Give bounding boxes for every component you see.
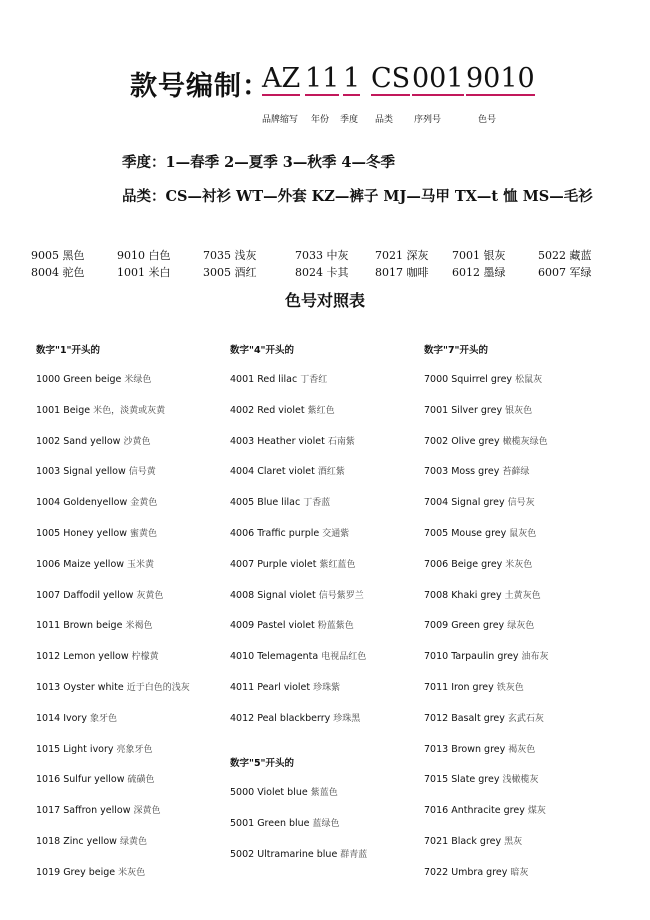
- color-entry-chinese: 柠檬黄: [131, 652, 159, 663]
- color-entry-chinese: 橄榄灰绿色: [502, 436, 548, 447]
- color-entry-chinese: 电视品红色: [321, 652, 367, 663]
- color-entry-name: 7008 Khaki grey: [424, 589, 502, 601]
- color-entry-name: 1018 Zinc yellow: [36, 836, 117, 847]
- color-entry-chinese: 米绿色: [124, 375, 152, 385]
- code-segment: 11: [305, 63, 340, 94]
- color-entry: [424, 711, 544, 724]
- color-entry-name: 1000 Green beige: [36, 374, 122, 385]
- color-entry-chinese: 绿灰色: [507, 621, 535, 632]
- color-entry: [424, 680, 524, 693]
- color-entry-chinese: 紫红色: [307, 405, 335, 416]
- color-entry-name: 4011 Pearl violet: [230, 682, 311, 693]
- color-entry-chinese: 深黄色: [133, 806, 161, 817]
- code-segment: 9010: [466, 63, 535, 94]
- color-entry-chinese: 丁香红: [300, 375, 328, 385]
- color-code-item: 3005 酒红: [203, 266, 257, 279]
- color-entry-name: 1005 Honey yellow: [36, 528, 127, 539]
- color-entry-chinese: 银灰色: [505, 405, 533, 416]
- color-code-item: 6012 墨绿: [452, 266, 506, 279]
- color-entry: [36, 403, 165, 416]
- color-entry-chinese: 煤灰: [527, 806, 546, 817]
- color-entry: [36, 588, 163, 601]
- color-entry-name: 7006 Beige grey: [424, 558, 503, 570]
- color-entry-name: 7011 Iron grey: [424, 682, 494, 693]
- color-entry: [230, 464, 345, 477]
- color-entry-name: 5001 Green blue: [230, 817, 310, 829]
- color-entry-name: 7009 Green grey: [424, 620, 505, 632]
- color-entry-chinese: 油布灰: [521, 652, 549, 663]
- color-entry-chinese: 蜜黄色: [130, 529, 158, 539]
- color-code-item: 7021 深灰: [375, 249, 429, 262]
- color-entry-name: 7000 Squirrel grey: [424, 374, 513, 385]
- color-code-item: 9005 黑色: [31, 249, 85, 262]
- color-entry: [424, 865, 528, 878]
- color-code-item: 7035 浅灰: [203, 249, 257, 262]
- category-legend: 品类：CS—衬衫 WT—外套 KZ—裤子 MJ—马甲 TX—t 恤 MS—毛衫: [122, 188, 593, 205]
- column-header: 数字"5"开头的: [230, 758, 295, 769]
- color-code-item: 6007 军绿: [538, 266, 592, 279]
- color-entry-name: 1013 Oyster white: [36, 682, 124, 693]
- color-entry-name: 4006 Traffic purple: [230, 528, 320, 539]
- color-entry-name: 7012 Basalt grey: [424, 712, 505, 724]
- color-code-item: 8017 咖啡: [375, 266, 429, 279]
- color-entry-name: 7022 Umbra grey: [424, 866, 508, 878]
- color-entry-name: 7004 Signal grey: [424, 497, 505, 509]
- color-code-item: 7001 银灰: [452, 249, 506, 262]
- season-legend: 季度：1—春季 2—夏季 3—秋季 4—冬季: [122, 154, 395, 171]
- color-entry-chinese: 紫红蓝色: [319, 559, 356, 570]
- code-segment: 001: [412, 63, 464, 94]
- color-entry: [424, 557, 532, 570]
- color-entry-name: 1007 Daffodil yellow: [36, 589, 134, 601]
- color-entry-chinese: 土黄灰色: [504, 590, 541, 601]
- color-entry-name: 1011 Brown beige: [36, 620, 123, 632]
- color-entry: [36, 434, 150, 447]
- color-entry: [230, 847, 367, 860]
- color-entry-chinese: 交通紫: [322, 529, 350, 539]
- color-entry: [230, 649, 366, 662]
- color-entry: [36, 772, 155, 785]
- color-entry: [230, 557, 356, 570]
- color-entry: [230, 618, 354, 631]
- color-entry: [36, 495, 157, 508]
- code-segment-label: 品牌缩写: [262, 115, 299, 125]
- color-entry-chinese: 米灰色: [505, 559, 533, 570]
- color-entry-chinese: 褐灰色: [508, 744, 536, 755]
- color-entry: [230, 434, 355, 447]
- color-entry-name: 4001 Red lilac: [230, 374, 298, 385]
- color-entry-name: 4004 Claret violet: [230, 466, 315, 478]
- color-entry: [36, 526, 157, 539]
- color-entry-chinese: 亮象牙色: [116, 744, 153, 755]
- color-entry-name: 1002 Sand yellow: [36, 435, 121, 447]
- color-entry-chinese: 金黄色: [130, 498, 158, 509]
- color-entry-chinese: 黑灰: [504, 837, 523, 847]
- code-segment-label: 品类: [375, 115, 394, 125]
- color-entry-chinese: 酒红紫: [317, 467, 345, 478]
- color-entry-chinese: 鼠灰色: [509, 529, 537, 539]
- color-entry: [36, 834, 147, 847]
- color-entry-chinese: 珍珠黑: [333, 713, 361, 724]
- color-entry: [230, 588, 364, 601]
- color-code-item: 1001 米白: [117, 266, 171, 279]
- color-entry: [424, 834, 522, 847]
- color-entry-name: 4008 Signal violet: [230, 589, 316, 601]
- color-table-title: 色号对照表: [284, 291, 365, 310]
- color-entry-chinese: 紫蓝色: [310, 788, 338, 798]
- color-entry-name: 4012 Peal blackberry: [230, 712, 331, 724]
- color-entry: [230, 816, 340, 829]
- color-entry-name: 7005 Mouse grey: [424, 528, 507, 539]
- color-entry-chinese: 绿黄色: [119, 837, 147, 847]
- color-entry-chinese: 暗灰: [510, 867, 529, 878]
- color-entry-name: 7003 Moss grey: [424, 466, 500, 478]
- color-code-item: 7033 中灰: [295, 249, 349, 262]
- color-entry: [36, 618, 152, 631]
- color-entry: [230, 711, 360, 724]
- color-code-item: 8024 卡其: [295, 266, 349, 279]
- color-entry-chinese: 米褐色: [125, 621, 153, 632]
- color-entry-name: 5000 Violet blue: [230, 787, 308, 798]
- color-entry-name: 1016 Sulfur yellow: [36, 774, 125, 786]
- color-entry: [36, 865, 145, 878]
- color-code-item: 8004 驼色: [31, 266, 85, 279]
- color-entry-chinese: 浅橄榄灰: [502, 775, 539, 786]
- color-entry: [230, 495, 330, 508]
- color-entry-name: 1006 Maize yellow: [36, 558, 125, 570]
- color-entry: [36, 680, 190, 693]
- color-entry-name: 1019 Grey beige: [36, 866, 116, 878]
- color-entry: [36, 711, 117, 724]
- color-entry: [424, 803, 546, 816]
- code-segment-label: 季度: [340, 115, 359, 125]
- column-header: 数字"7"开头的: [424, 345, 489, 356]
- color-entry: [36, 649, 159, 662]
- page-title: 款号编制：: [130, 71, 270, 102]
- color-entry-chinese: 蓝绿色: [312, 818, 340, 829]
- color-entry-chinese: 信号黄: [128, 467, 156, 478]
- color-entry-chinese: 信号紫罗兰: [318, 590, 364, 601]
- color-entry: [424, 772, 539, 785]
- color-entry: [424, 434, 548, 447]
- color-entry-name: 7002 Olive grey: [424, 435, 500, 447]
- color-entry-name: 7001 Silver grey: [424, 404, 503, 416]
- color-entry: [424, 526, 536, 539]
- color-entry-chinese: 粉蓝紫色: [317, 621, 354, 632]
- color-entry-name: 1015 Light ivory: [36, 743, 114, 755]
- color-entry: [424, 588, 541, 601]
- color-entry: [424, 618, 534, 631]
- code-segment: 1: [343, 63, 361, 94]
- color-entry-chinese: 石南紫: [327, 436, 355, 447]
- color-entry: [230, 403, 335, 416]
- color-entry-chinese: 苔藓绿: [502, 467, 530, 478]
- color-entry: [230, 526, 349, 539]
- code-segment: CS: [371, 63, 411, 94]
- color-entry-chinese: 玉米黄: [127, 559, 155, 570]
- color-entry-chinese: 珍珠紫: [313, 683, 341, 693]
- color-entry: [36, 557, 154, 570]
- color-entry-chinese: 硫磺色: [127, 775, 155, 786]
- color-entry-name: 4007 Purple violet: [230, 558, 317, 570]
- color-entry-name: 4005 Blue lilac: [230, 497, 301, 509]
- color-entry-name: 4009 Pastel violet: [230, 620, 315, 632]
- color-code-item: 5022 藏蓝: [538, 249, 592, 262]
- code-segment-label: 色号: [478, 115, 497, 125]
- color-entry: [424, 372, 542, 385]
- color-entry-chinese: 玄武石灰: [507, 713, 544, 724]
- color-entry-chinese: 象牙色: [89, 713, 117, 724]
- color-entry-name: 7010 Tarpaulin grey: [424, 651, 519, 663]
- color-entry-name: 1017 Saffron yellow: [36, 805, 131, 817]
- color-entry: [424, 495, 535, 508]
- color-entry: [36, 372, 151, 385]
- code-segment: AZ: [262, 63, 301, 94]
- color-entry-name: 5002 Ultramarine blue: [230, 848, 338, 860]
- color-entry-chinese: 信号灰: [507, 498, 535, 509]
- color-entry-chinese: 沙黄色: [123, 436, 151, 447]
- color-entry: [36, 742, 153, 755]
- color-entry-chinese: 丁香蓝: [303, 498, 331, 509]
- color-entry-name: 4002 Red violet: [230, 404, 305, 416]
- color-entry-name: 4003 Heather violet: [230, 435, 325, 447]
- color-entry-name: 7013 Brown grey: [424, 743, 506, 755]
- color-entry-chinese: 灰黄色: [136, 590, 164, 601]
- color-entry-name: 4010 Telemagenta: [230, 651, 319, 663]
- color-entry-chinese: 铁灰色: [496, 683, 524, 693]
- code-segment-label: 年份: [311, 115, 330, 125]
- color-entry-chinese: 近于白色的浅灰: [126, 683, 190, 693]
- color-entry: [230, 785, 338, 798]
- column-header: 数字"4"开头的: [230, 345, 295, 356]
- color-entry-chinese: 米色，淡黄或灰黄: [93, 405, 166, 416]
- color-entry-name: 1004 Goldenyellow: [36, 497, 128, 509]
- color-entry-name: 7015 Slate grey: [424, 774, 500, 786]
- color-entry-chinese: 米灰色: [118, 867, 146, 878]
- color-entry: [36, 464, 156, 477]
- color-entry-name: 1014 Ivory: [36, 712, 87, 724]
- color-entry-chinese: 群青蓝: [340, 849, 368, 860]
- color-entry: [36, 803, 161, 816]
- color-entry-name: 7021 Black grey: [424, 836, 502, 847]
- color-entry-name: 7016 Anthracite grey: [424, 805, 525, 817]
- color-entry: [230, 680, 340, 693]
- color-entry-chinese: 松鼠灰: [515, 375, 543, 385]
- color-entry: [230, 372, 327, 385]
- code-segment-label: 序列号: [414, 115, 442, 125]
- color-entry: [424, 649, 549, 662]
- color-code-item: 9010 白色: [117, 249, 171, 262]
- color-entry-name: 1001 Beige: [36, 404, 91, 416]
- color-entry: [424, 403, 532, 416]
- color-entry-name: 1003 Signal yellow: [36, 466, 126, 478]
- column-header: 数字"1"开头的: [36, 345, 101, 356]
- color-entry: [424, 742, 535, 755]
- color-entry: [424, 464, 529, 477]
- color-entry-name: 1012 Lemon yellow: [36, 651, 129, 663]
